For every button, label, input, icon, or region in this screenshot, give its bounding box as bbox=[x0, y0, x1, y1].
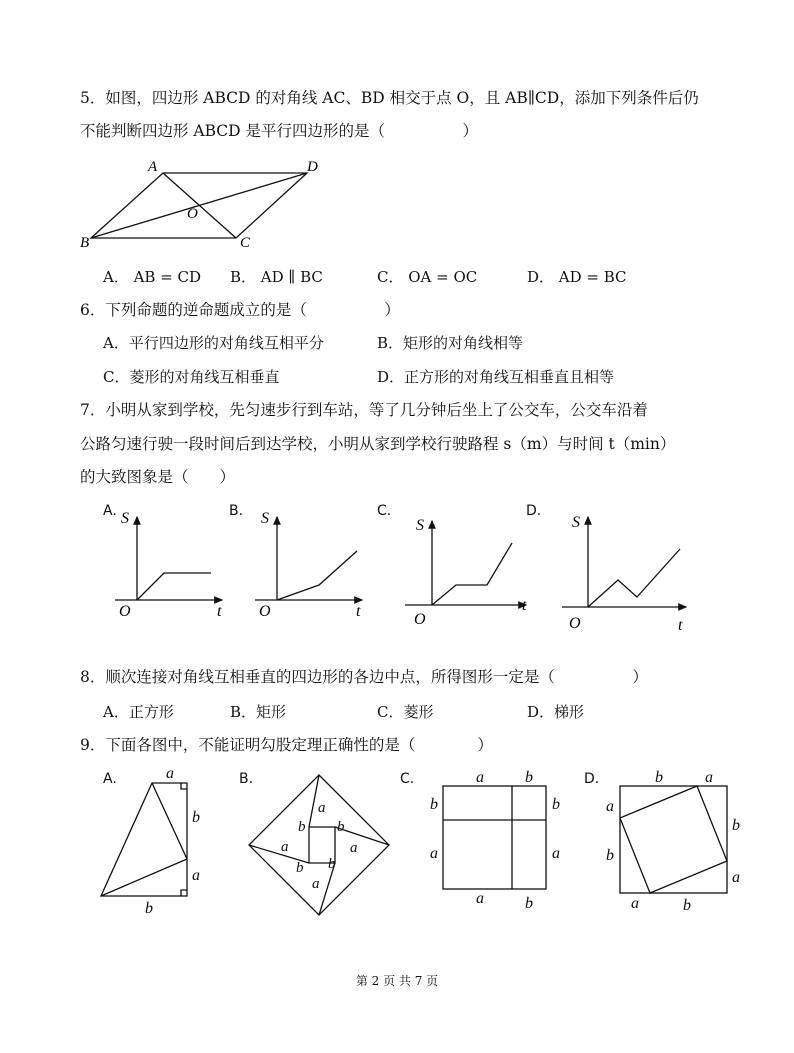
q9c-right-b: b bbox=[552, 796, 560, 813]
q9a-bottom-b: b bbox=[145, 900, 153, 917]
q9c-top-b: b bbox=[525, 769, 533, 786]
q9-figure-b bbox=[249, 775, 389, 915]
q5-label-o: O bbox=[187, 206, 198, 222]
q5-option-c[interactable]: C． OA = OC bbox=[377, 268, 478, 286]
q9b-a3: a bbox=[281, 839, 289, 855]
q7-line1: 7．小明从家到学校，先匀速步行到车站，等了几分钟后坐上了公交车，公交车沿着 bbox=[80, 401, 648, 419]
q8-option-c[interactable]: C．菱形 bbox=[377, 703, 434, 721]
q7c-origin: O bbox=[414, 611, 426, 628]
q9-option-c-label[interactable]: C. bbox=[400, 771, 415, 787]
q6-option-a[interactable]: A．平行四边形的对角线互相平分 bbox=[103, 334, 324, 352]
q5-label-a: A bbox=[148, 159, 158, 175]
q9a-right-b: b bbox=[192, 809, 200, 826]
q7c-axis-x: t bbox=[522, 597, 527, 614]
q7b-axis-x: t bbox=[356, 603, 361, 620]
q5-option-d[interactable]: D． AD = BC bbox=[527, 268, 627, 286]
q9-line1: 9．下面各图中，不能证明勾股定理正确性的是（ ） bbox=[80, 736, 493, 754]
q7d-axis-x: t bbox=[678, 617, 683, 634]
page-footer: 第 2 页 共 7 页 bbox=[355, 974, 439, 988]
q7-option-c-label[interactable]: C. bbox=[377, 503, 392, 519]
q9d-bottom-a: a bbox=[631, 895, 639, 912]
q7b-axis-y: S bbox=[261, 510, 269, 527]
q6-option-b[interactable]: B．矩形的对角线相等 bbox=[377, 334, 524, 352]
q9c-left-a: a bbox=[430, 845, 438, 862]
q9d-left-b: b bbox=[606, 847, 614, 864]
q7-line2: 公路匀速行驶一段时间后到达学校，小明从家到学校行驶路程 s（m）与时间 t（min） bbox=[80, 435, 676, 453]
q9c-bottom-a: a bbox=[476, 890, 484, 907]
q5-label-b: B bbox=[80, 235, 90, 251]
q7a-origin: O bbox=[119, 603, 131, 620]
q9a-top-a: a bbox=[166, 765, 174, 782]
q7-option-b-label[interactable]: B. bbox=[229, 503, 244, 519]
q9b-b1: b bbox=[298, 819, 306, 835]
q9-figure-a bbox=[101, 783, 187, 896]
q5-option-a[interactable]: A． AB = CD bbox=[103, 268, 202, 286]
q9d-left-a: a bbox=[606, 798, 614, 815]
q8-option-b[interactable]: B．矩形 bbox=[230, 703, 287, 721]
q5-line2: 不能判断四边形 ABCD 是平行四边形的是（ ） bbox=[80, 122, 479, 140]
q6-option-c[interactable]: C．菱形的对角线互相垂直 bbox=[103, 368, 280, 386]
q9a-right-a: a bbox=[192, 867, 200, 884]
q9b-a1: a bbox=[318, 800, 326, 816]
q7-option-a-label[interactable]: A. bbox=[103, 503, 117, 519]
q9d-right-a: a bbox=[732, 869, 740, 886]
q9-option-a-label[interactable]: A. bbox=[103, 771, 117, 787]
q9b-a2: a bbox=[350, 840, 358, 856]
q8-option-d[interactable]: D．梯形 bbox=[527, 703, 585, 721]
q9b-b2: b bbox=[337, 819, 345, 835]
q9b-b3: b bbox=[296, 860, 304, 876]
q9c-top-a: a bbox=[476, 769, 484, 786]
q7-option-d-label[interactable]: D. bbox=[526, 503, 542, 519]
q9c-bottom-b: b bbox=[525, 895, 533, 912]
q8-option-a[interactable]: A．正方形 bbox=[103, 703, 174, 721]
q5-line1: 5．如图，四边形 ABCD 的对角线 AC、BD 相交于点 O，且 AB∥CD，添加下列条件后仍 bbox=[80, 89, 699, 107]
q8-line1: 8．顺次连接对角线互相垂直的四边形的各边中点，所得图形一定是（ ） bbox=[80, 668, 648, 686]
q9d-top-a: a bbox=[705, 769, 713, 786]
q6-option-d[interactable]: D．正方形的对角线互相垂直且相等 bbox=[377, 368, 615, 386]
q6-line1: 6．下列命题的逆命题成立的是（ ） bbox=[80, 301, 400, 319]
q7c-axis-y: S bbox=[416, 517, 424, 534]
q7d-axis-y: S bbox=[572, 514, 580, 531]
q9-option-d-label[interactable]: D. bbox=[584, 771, 600, 787]
q9-figure-d bbox=[620, 786, 727, 893]
q9c-left-b: b bbox=[430, 796, 438, 813]
q9c-right-a: a bbox=[552, 845, 560, 862]
q9b-a4: a bbox=[312, 876, 320, 892]
q5-label-d: D bbox=[307, 159, 318, 175]
q7-line3: 的大致图象是（ ） bbox=[80, 468, 236, 486]
q9-figure-c bbox=[443, 786, 546, 889]
q5-option-b[interactable]: B． AD ∥ BC bbox=[230, 268, 323, 286]
q7b-origin: O bbox=[259, 603, 271, 620]
q7d-origin: O bbox=[569, 615, 581, 632]
q9d-bottom-b: b bbox=[683, 897, 691, 914]
q7a-axis-x: t bbox=[217, 603, 222, 620]
q9d-right-b: b bbox=[732, 817, 740, 834]
q7a-axis-y: S bbox=[121, 510, 129, 527]
q5-label-c: C bbox=[240, 235, 251, 251]
q9d-top-b: b bbox=[655, 769, 663, 786]
q9-option-b-label[interactable]: B. bbox=[239, 771, 254, 787]
q9b-b4: b bbox=[328, 856, 336, 872]
